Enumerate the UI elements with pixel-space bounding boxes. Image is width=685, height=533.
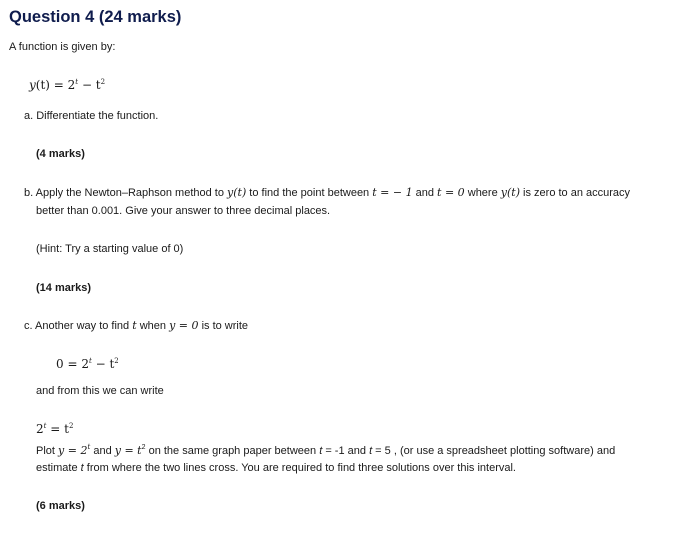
page-title: Question 4 (24 marks) bbox=[9, 8, 182, 26]
part-c-prefix: c. Another way to find bbox=[24, 320, 133, 332]
part-c-equation-1 bbox=[56, 357, 119, 371]
part-c-equation-2 bbox=[36, 422, 73, 436]
part-b-mid1: to find the point between bbox=[246, 187, 373, 199]
plot-t1: t bbox=[319, 445, 323, 457]
eq2-exp: t bbox=[43, 422, 47, 430]
eq-arg: (t) bbox=[35, 78, 50, 92]
plot-e2exp: 2 bbox=[141, 444, 146, 451]
eq2-lhs: 2 bbox=[36, 422, 44, 436]
plot-p5: = 5 , (or use a spreadsheet plotting software) and bbox=[372, 445, 616, 457]
part-b-marks: (14 marks) bbox=[36, 282, 92, 294]
eq-base: = 2 bbox=[49, 78, 76, 92]
part-c-mid: when bbox=[136, 320, 170, 332]
plot-e2a: y = t bbox=[114, 444, 142, 457]
part-b-line2: better than 0.001. Give your answer to three decimal places. bbox=[36, 205, 331, 217]
function-equation bbox=[29, 78, 105, 92]
part-b-prefix: b. Apply the Newton–Raphson method to bbox=[24, 187, 228, 199]
eq-lhs: y bbox=[29, 78, 36, 92]
intro-text: A function is given by: bbox=[9, 41, 116, 53]
plot-p3: on the same graph paper between bbox=[145, 445, 320, 457]
plot-p2: and bbox=[90, 445, 115, 457]
eq1-exp: t bbox=[88, 357, 92, 365]
part-c-var: t bbox=[132, 319, 137, 332]
part-a-text: a. Differentiate the function. bbox=[24, 110, 159, 122]
plot2-p1: estimate bbox=[36, 462, 81, 474]
part-c-plot-line1 bbox=[36, 444, 615, 458]
part-b-fn: y(t) bbox=[227, 186, 247, 199]
part-b-cond2: t = 0 bbox=[437, 186, 465, 199]
part-c-marks: (6 marks) bbox=[36, 500, 85, 512]
eq2-rest: = t bbox=[46, 422, 69, 436]
part-b-cond1: t = − 1 bbox=[372, 186, 413, 199]
eq-minus: − t bbox=[78, 78, 101, 92]
plot2-p2: from where the two lines cross. You are required to find three solutions over this interval. bbox=[83, 462, 516, 474]
eq1-sq: 2 bbox=[114, 357, 119, 365]
plot2-t: t bbox=[80, 462, 84, 474]
eq-exp: t bbox=[75, 78, 79, 86]
plot-e1exp: t bbox=[87, 443, 91, 451]
eq1-lhs: 0 = 2 bbox=[56, 357, 89, 371]
part-b-line1 bbox=[24, 186, 630, 200]
plot-e1a: y = 2 bbox=[58, 444, 88, 457]
part-c-cond: y = 0 bbox=[169, 319, 199, 332]
part-b-suffix: is zero to an accuracy bbox=[519, 187, 631, 199]
part-c-suffix: is to write bbox=[198, 320, 249, 332]
part-b-hint: (Hint: Try a starting value of 0) bbox=[36, 243, 184, 255]
plot-p4: = -1 and bbox=[322, 445, 370, 457]
plot-p1: Plot bbox=[36, 445, 59, 457]
eq-sq: 2 bbox=[100, 78, 106, 86]
part-b-mid2: where bbox=[464, 187, 501, 199]
plot-t2: t bbox=[369, 445, 373, 457]
part-b-fn2: y(t) bbox=[500, 186, 520, 199]
part-a-marks: (4 marks) bbox=[36, 148, 85, 160]
eq2-sq: 2 bbox=[68, 422, 74, 430]
part-c-plot-line2 bbox=[36, 461, 516, 475]
part-b-and: and bbox=[412, 187, 438, 199]
eq1-rest: − t bbox=[91, 357, 115, 371]
part-c-and-from: and from this we can write bbox=[36, 385, 164, 397]
part-c-line1 bbox=[24, 319, 248, 333]
